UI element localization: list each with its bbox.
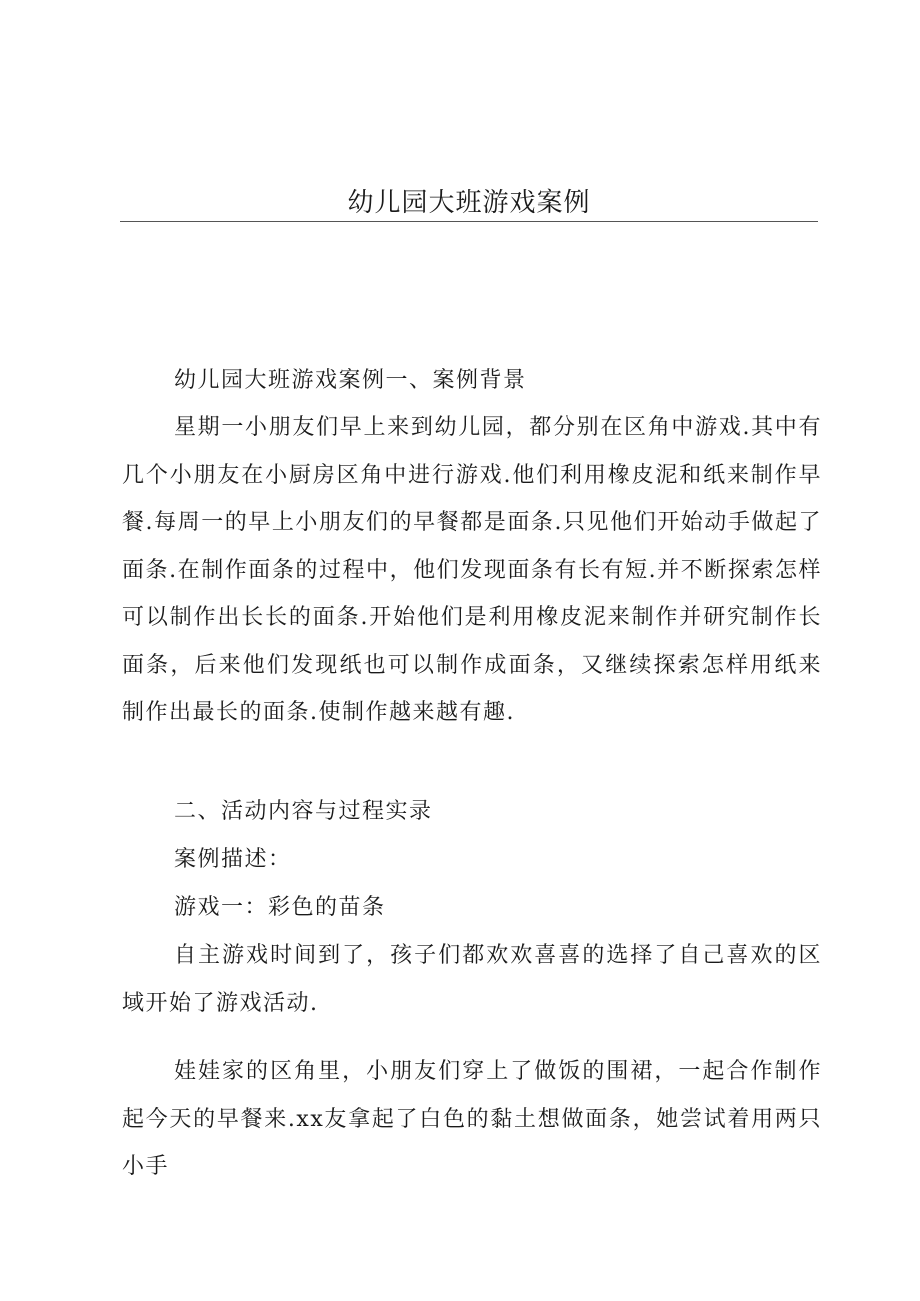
document-title: 幼儿园大班游戏案例 [347, 188, 591, 218]
title-underline [120, 221, 818, 222]
paragraph-section-heading-background: 幼儿园大班游戏案例一、案例背景 [174, 368, 527, 393]
paragraph-doll-house-corner: 娃娃家的区角里，小朋友们穿上了做饭的围裙，一起合作制作起今天的早餐来.xx友拿起了白色的黏土想做面条，她尝试着用两只小手 [122, 1059, 822, 1179]
paragraph-background-story: 星期一小朋友们早上来到幼儿园，都分别在区角中游戏.其中有几个小朋友在小厨房区角中进行游戏.他们利用橡皮泥和纸来制作早餐.每周一的早上小朋友们的早餐都是面条.只见他们开始动手做起了面条.在制作面条的过程中，他们发现面条有长有短.并不断探索怎样可以制作出长长的面条.开始他们是利用橡皮泥来制作并研究制作长面条，后来他们发现纸也可以制作成面条，又继续探索怎样用纸来制作出最长的面条.使制作越来越有趣. [122, 415, 822, 725]
paragraph-free-play-time: 自主游戏时间到了，孩子们都欢欢喜喜的选择了自己喜欢的区域开始了游戏活动. [122, 943, 822, 1016]
paragraph-section-heading-activity: 二、活动内容与过程实录 [174, 799, 433, 824]
paragraph-case-description-label: 案例描述： [174, 847, 292, 872]
paragraph-game-one-heading: 游戏一：彩色的苗条 [174, 895, 386, 920]
